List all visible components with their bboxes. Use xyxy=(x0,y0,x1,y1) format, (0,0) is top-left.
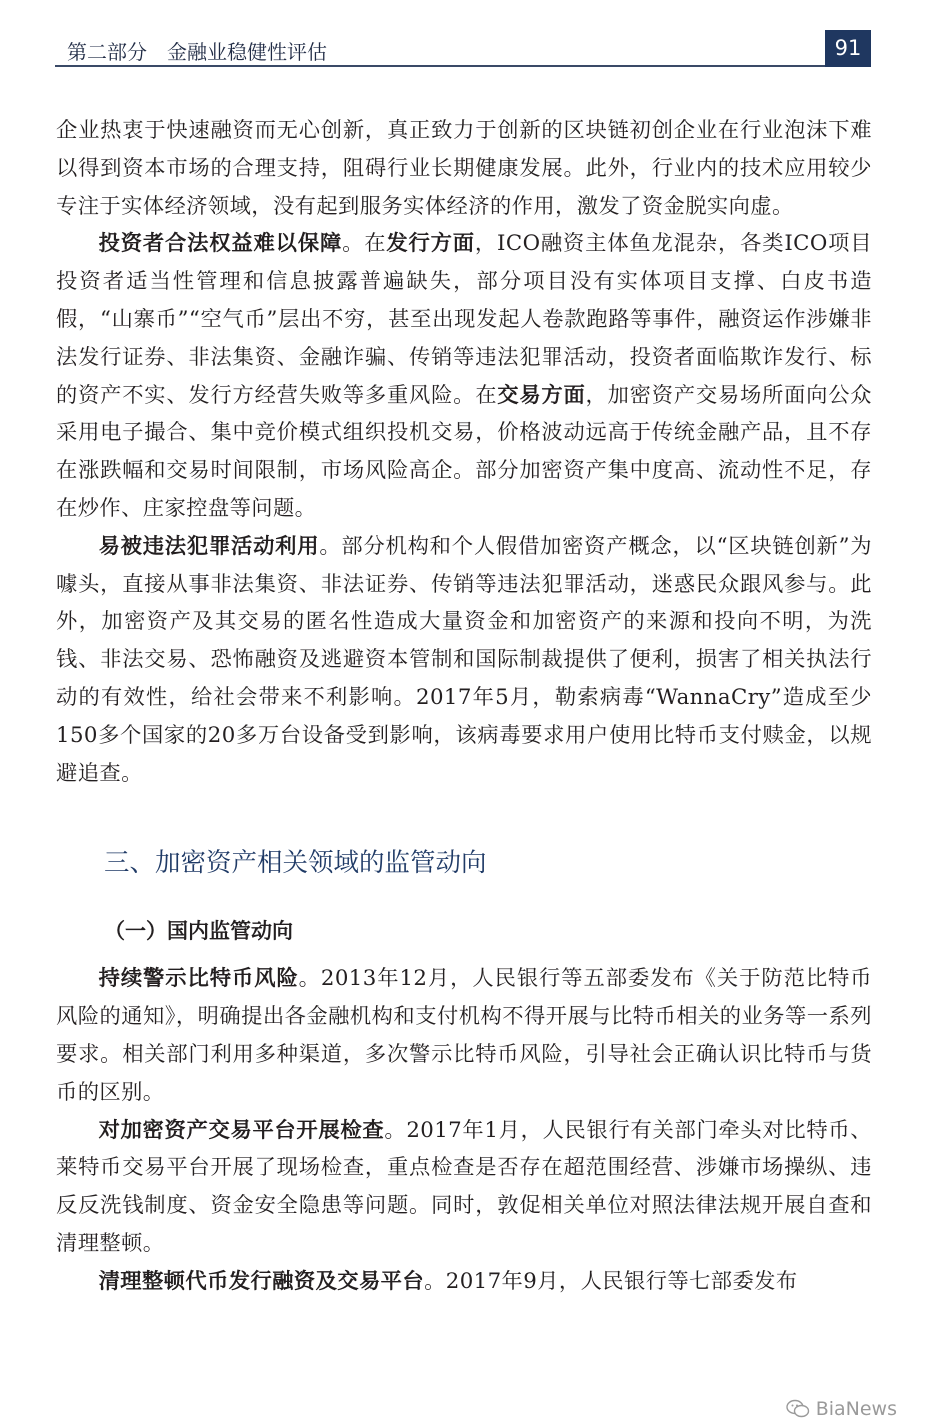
wechat-icon xyxy=(786,1399,810,1419)
watermark-text: BiaNews xyxy=(815,1398,897,1420)
watermark xyxy=(786,1398,897,1420)
paragraph-text: 。2017年1月，人民银行有关部门牵头对比特币、莱特币交易平台开展了现场检查，重点检查是否存在超范围经营、涉嫌市场操纵、违反反洗钱制度、资金安全隐患等问题。同时，敦促相关单位对照法律法规开展自查和清理整顿。 xyxy=(56,1117,872,1256)
paragraph-lead: 对加密资产交易平台开展检查 xyxy=(98,1117,385,1143)
chapter-title: 金融业稳健性评估 xyxy=(167,40,327,64)
paragraph-lead: 易被违法犯罪活动利用 xyxy=(98,533,320,559)
subsection-heading: （一）国内监管动向 xyxy=(104,919,293,944)
header-rule xyxy=(55,65,825,67)
paragraph-bitcoin-warning xyxy=(56,960,872,1111)
paragraph-text: 。2013年12月，人民银行等五部委发布《关于防范比特币风险的通知》，明确提出各金融机构和支付机构不得开展与比特币相关的业务等一系列要求。相关部门利用多种渠道，多次警示比特币风险，引导社会正确认识比特币与货币的区别。 xyxy=(56,966,872,1105)
paragraph-text: ，ICO融资主体鱼龙混杂，各类ICO项目投资者适当性管理和信息披露普遍缺失，部分项目没有实体项目支撑、白皮书造假，“山寨币”“空气币”层出不穷，甚至出现发起人卷款跑路等事件，融资运作涉嫌非法发行证券、非法集资、金融诈骗、传销等违法犯罪活动，投资者面临欺诈发行、标的资产不实、发行方经营失败等多重风险。在 xyxy=(56,231,872,408)
body-content xyxy=(56,112,872,1301)
paragraph-investor-rights xyxy=(56,225,872,527)
page-number: 91 xyxy=(825,30,871,67)
paragraph-text: 。2017年9月，人民银行等七部委发布 xyxy=(424,1268,798,1294)
paragraph-text: ，加密资产交易场所面向公众采用电子撮合、集中竞价模式组织投机交易，价格波动远高于传统金融产品，且不存在涨跌幅和交易时间限制，市场风险高企。部分加密资产集中度高、流动性不足，存在炒作、庄家控盘等问题。 xyxy=(56,382,873,521)
paragraph-continuation: 企业热衷于快速融资而无心创新，真正致力于创新的区块链初创企业在行业泡沫下难以得到资本市场的合理支持，阻碍行业长期健康发展。此外，行业内的技术应用较少专注于实体经济领域，没有起到服务实体经济的作用，激发了资金脱实向虚。 xyxy=(56,118,872,219)
running-header xyxy=(67,36,327,65)
paragraph-text: 。在 xyxy=(342,231,387,257)
paragraph-text: 。部分机构和个人假借加密资产概念，以“区块链创新”为噱头，直接从事非法集资、非法证券、传销等违法犯罪活动，迷惑民众跟风参与。此外，加密资产及其交易的匿名性造成大量资金和加密资产的来源和投向不明，为洗钱、非法交易、恐怖融资及逃避资本管制和国际制裁提供了便利，损害了相关执法行动的有效性，给社会带来不利影响。2017年5月，勒索病毒“WannaCry”造成至少150多个国家的20多万台设备受到影响，该病毒要求用户使用比特币支付赎金，以规避追查。 xyxy=(56,533,872,786)
paragraph-illegal-use xyxy=(56,528,872,793)
keyword-trading: 交易方面 xyxy=(497,382,586,408)
page-header xyxy=(55,28,871,68)
paragraph-platform-inspection xyxy=(56,1112,872,1263)
part-label: 第二部分 xyxy=(67,40,147,64)
keyword-issuance: 发行方面 xyxy=(386,231,475,257)
paragraph-lead: 持续警示比特币风险 xyxy=(98,966,299,992)
paragraph-lead: 清理整顿代币发行融资及交易平台 xyxy=(98,1268,425,1294)
paragraph-ico-cleanup xyxy=(56,1263,872,1301)
paragraph-lead: 投资者合法权益难以保障 xyxy=(98,231,343,257)
section-heading: 三、加密资产相关领域的监管动向 xyxy=(104,848,487,879)
